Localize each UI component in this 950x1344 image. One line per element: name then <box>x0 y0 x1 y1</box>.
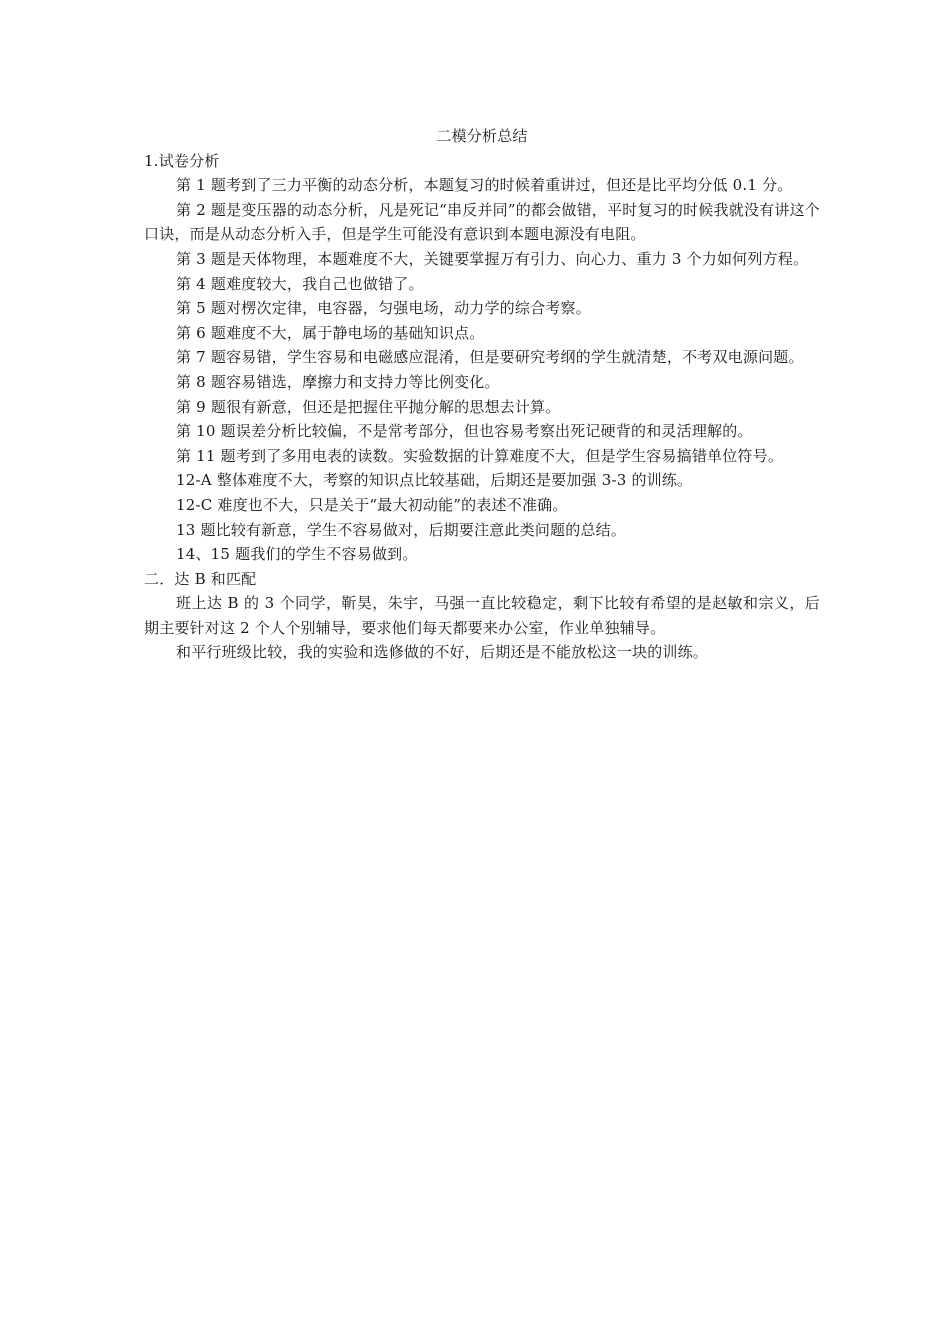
paragraph-reach-b-students: 班上达 B 的 3 个同学，靳昊，朱宇，马强一直比较稳定，剩下比较有希望的是赵敏和宗义，后期主要针对这 2 个人个别辅导，要求他们每天都要来办公室，作业单独辅导。 <box>144 594 820 637</box>
paragraph-parallel-class-comparison: 和平行班级比较，我的实验和选修做的不好，后期还是不能放松这一块的训练。 <box>176 643 709 662</box>
paragraph-q7: 第 7 题容易错，学生容易和电磁感应混淆，但是要研究考纲的学生就清楚，不考双电源问题。 <box>176 348 804 367</box>
paragraph-q2: 第 2 题是变压器的动态分析，凡是死记“串反并同”的都会做错，平时复习的时候我就没有讲这个口诀，而是从动态分析入手，但是学生可能没有意识到本题电源没有电阻。 <box>144 200 820 244</box>
paragraph-q13: 13 题比较有新意，学生不容易做对，后期要注意此类问题的总结。 <box>176 520 627 539</box>
section-heading-reach-b: 二．达 B 和匹配 <box>144 569 257 588</box>
paragraph-q6: 第 6 题难度不大，属于静电场的基础知识点。 <box>176 323 485 342</box>
section-heading-exam-analysis: 1.试卷分析 <box>144 151 220 170</box>
document-body <box>144 124 820 665</box>
paragraph-q11: 第 11 题考到了多用电表的读数。实验数据的计算难度不大，但是学生容易搞错单位符号。 <box>176 446 784 465</box>
paragraph-q9: 第 9 题很有新意，但还是把握住平抛分解的思想去计算。 <box>176 397 561 416</box>
paragraph-q10: 第 10 题误差分析比较偏，不是常考部分，但也容易考察出死记硬背的和灵活理解的。 <box>176 422 753 441</box>
paragraph-q12c: 12-C 难度也不大，只是关于“最大初动能”的表述不准确。 <box>176 495 568 514</box>
paragraph-q3: 第 3 题是天体物理，本题难度不大，关键要掌握万有引力、向心力、重力 3 个力如何列方程。 <box>176 249 809 268</box>
paragraph-q12a: 12-A 整体难度不大，考察的知识点比较基础，后期还是要加强 3-3 的训练。 <box>176 471 693 490</box>
paragraph-q1: 第 1 题考到了三力平衡的动态分析，本题复习的时候着重讲过，但还是比平均分低 0.1 分。 <box>176 176 793 195</box>
paragraph-q4: 第 4 题难度较大，我自己也做错了。 <box>176 274 424 293</box>
paragraph-q8: 第 8 题容易错选，摩擦力和支持力等比例变化。 <box>176 372 500 391</box>
document-title: 二模分析总结 <box>436 127 528 145</box>
paragraph-q5: 第 5 题对楞次定律，电容器，匀强电场，动力学的综合考察。 <box>176 299 591 318</box>
paragraph-q14-15: 14、15 题我们的学生不容易做到。 <box>176 545 418 564</box>
